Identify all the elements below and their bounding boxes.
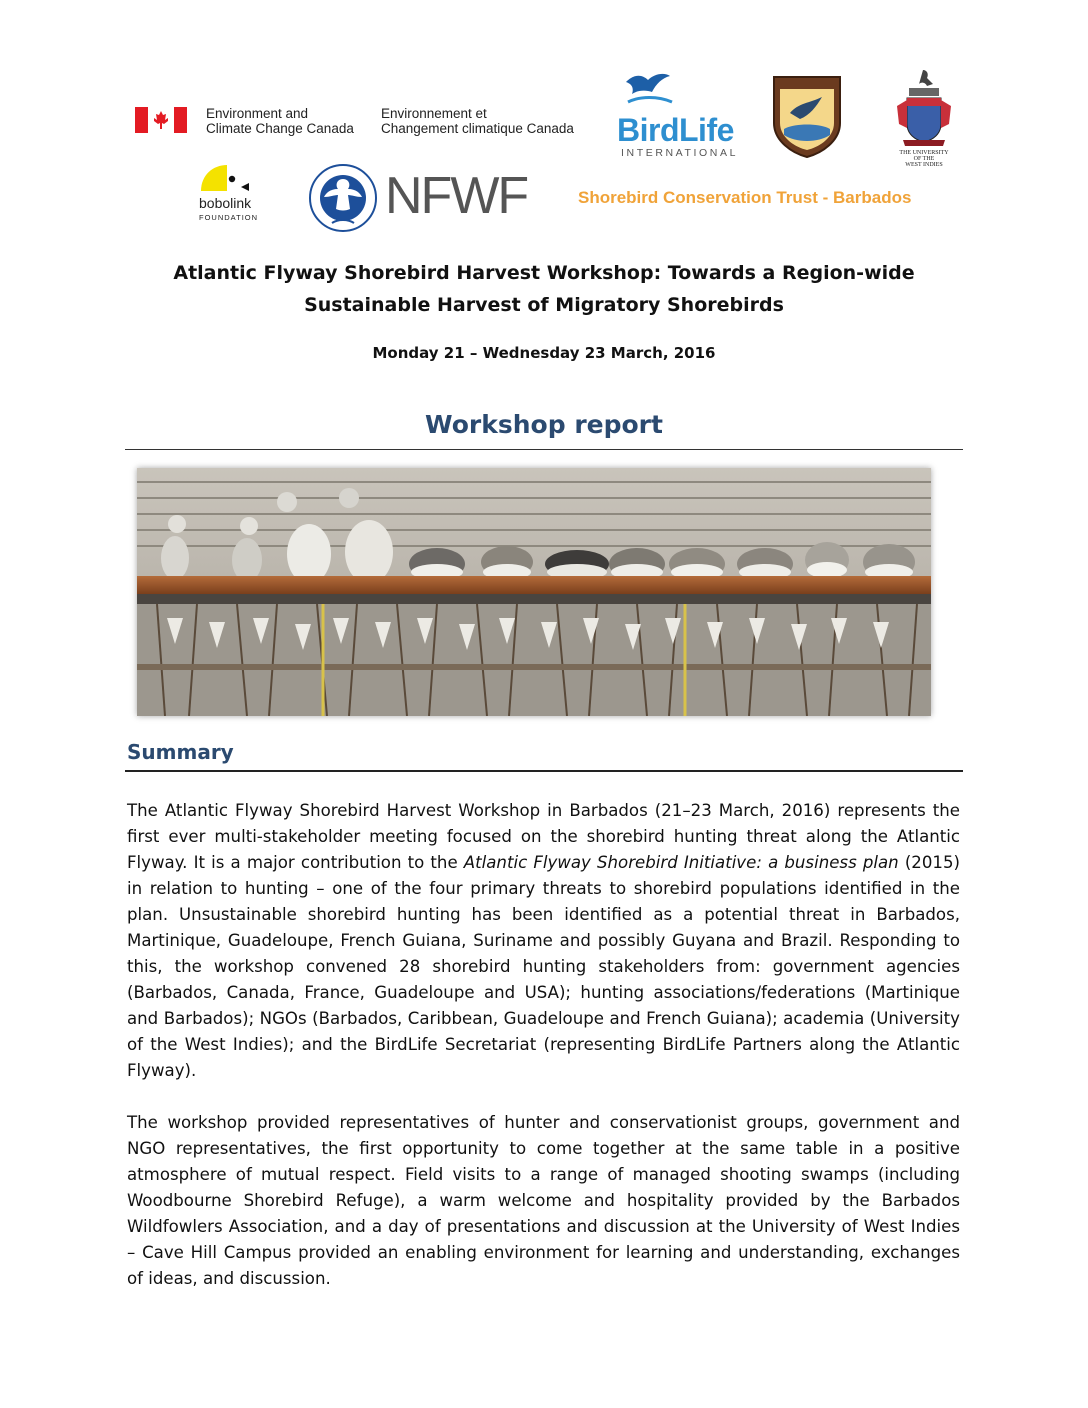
summary-divider xyxy=(125,770,963,772)
document-title-line1: Atlantic Flyway Shorebird Harvest Workshop: Towards a Region-wide xyxy=(173,262,915,284)
bobolink-logo-subtext: FOUNDATION xyxy=(199,213,259,222)
svg-text:WEST INDIES: WEST INDIES xyxy=(905,162,943,166)
canada-flag-icon xyxy=(135,107,187,133)
svg-text:THE UNIVERSITY: THE UNIVERSITY xyxy=(899,150,949,156)
nfwf-logo-text: NFWF xyxy=(385,167,528,225)
eccc-french-name xyxy=(381,106,574,136)
bobolink-bird-icon xyxy=(199,163,255,193)
eccc-en-line1: Environment and xyxy=(206,106,309,121)
birdlife-logo-subtext: INTERNATIONAL xyxy=(621,147,739,159)
workshop-dates: Monday 21 – Wednesday 23 March, 2016 xyxy=(372,344,716,362)
uwi-crest-logo xyxy=(893,66,955,166)
birdlife-bird-icon xyxy=(624,72,674,108)
shorebird-conservation-trust-label: Shorebird Conservation Trust - Barbados xyxy=(578,188,912,207)
eccc-english-name xyxy=(206,106,354,136)
summary-heading: Summary xyxy=(127,740,234,764)
p1-text-a: The Atlantic Flyway Shorebird Harvest Workshop in Barbados (21–23 March, 2016) represents the first ever multi-stakeholder meeting focused on the shorebird hunting threat along the Atlantic Flyway. It is a major contribution to the xyxy=(127,801,960,872)
usfws-shield-logo xyxy=(770,73,844,159)
bobolink-logo-text: bobolink xyxy=(199,195,252,211)
heading-divider xyxy=(125,449,963,450)
summary-paragraph-1 xyxy=(127,798,960,1084)
report-heading: Workshop report xyxy=(425,410,663,439)
svg-text:OF THE: OF THE xyxy=(913,156,935,162)
business-plan-title: Atlantic Flyway Shorebird Initiative: a business plan xyxy=(463,853,899,872)
p1-text-b: (2015) in relation to hunting – one of the four primary threats to shorebird populations identified in the plan. Unsustainable shorebird hunting has been identified as a potential threat in Barbados, Martinique, Guadeloupe, French Guiana, Suriname and possibly Guyana and Brazil. Responding to this, the workshop convened 28 shorebird hunting stakeholders from: government agencies (Barbados, Canada, France, Guadeloupe and USA); hunting associations/federations (Martinique and Barbados); NGOs (Barbados, Caribbean, Guadeloupe and French Guiana); academia (University of the West Indies); and the BirdLife Secretariat (representing BirdLife Partners along the Atlantic Flyway). xyxy=(127,853,961,1080)
eccc-fr-line2: Changement climatique Canada xyxy=(381,121,574,136)
shorebird-decoys-photo xyxy=(137,468,931,716)
summary-paragraph-2: The workshop provided representatives of hunter and conservationist groups, government and NGO representatives, the first opportunity to come together at the same table in a positive atmosphere of mutual respect. Field visits to a range of managed shooting swamps (including Woodbourne Shorebird Refuge), a warm welcome and hospitality provided by the Barbados Wildfowlers Association, and a day of presentations and discussion at the University of West Indies – Cave Hill Campus provided an enabling environment for learning and understanding, exchanges of ideas, and discussion. xyxy=(127,1113,960,1288)
eccc-en-line2: Climate Change Canada xyxy=(206,121,354,136)
birdlife-logo-text: BirdLife xyxy=(617,112,734,148)
eccc-fr-line1: Environnement et xyxy=(381,106,487,121)
nfwf-seal-logo xyxy=(306,163,380,233)
document-title-line2: Sustainable Harvest of Migratory Shorebirds xyxy=(304,294,784,316)
